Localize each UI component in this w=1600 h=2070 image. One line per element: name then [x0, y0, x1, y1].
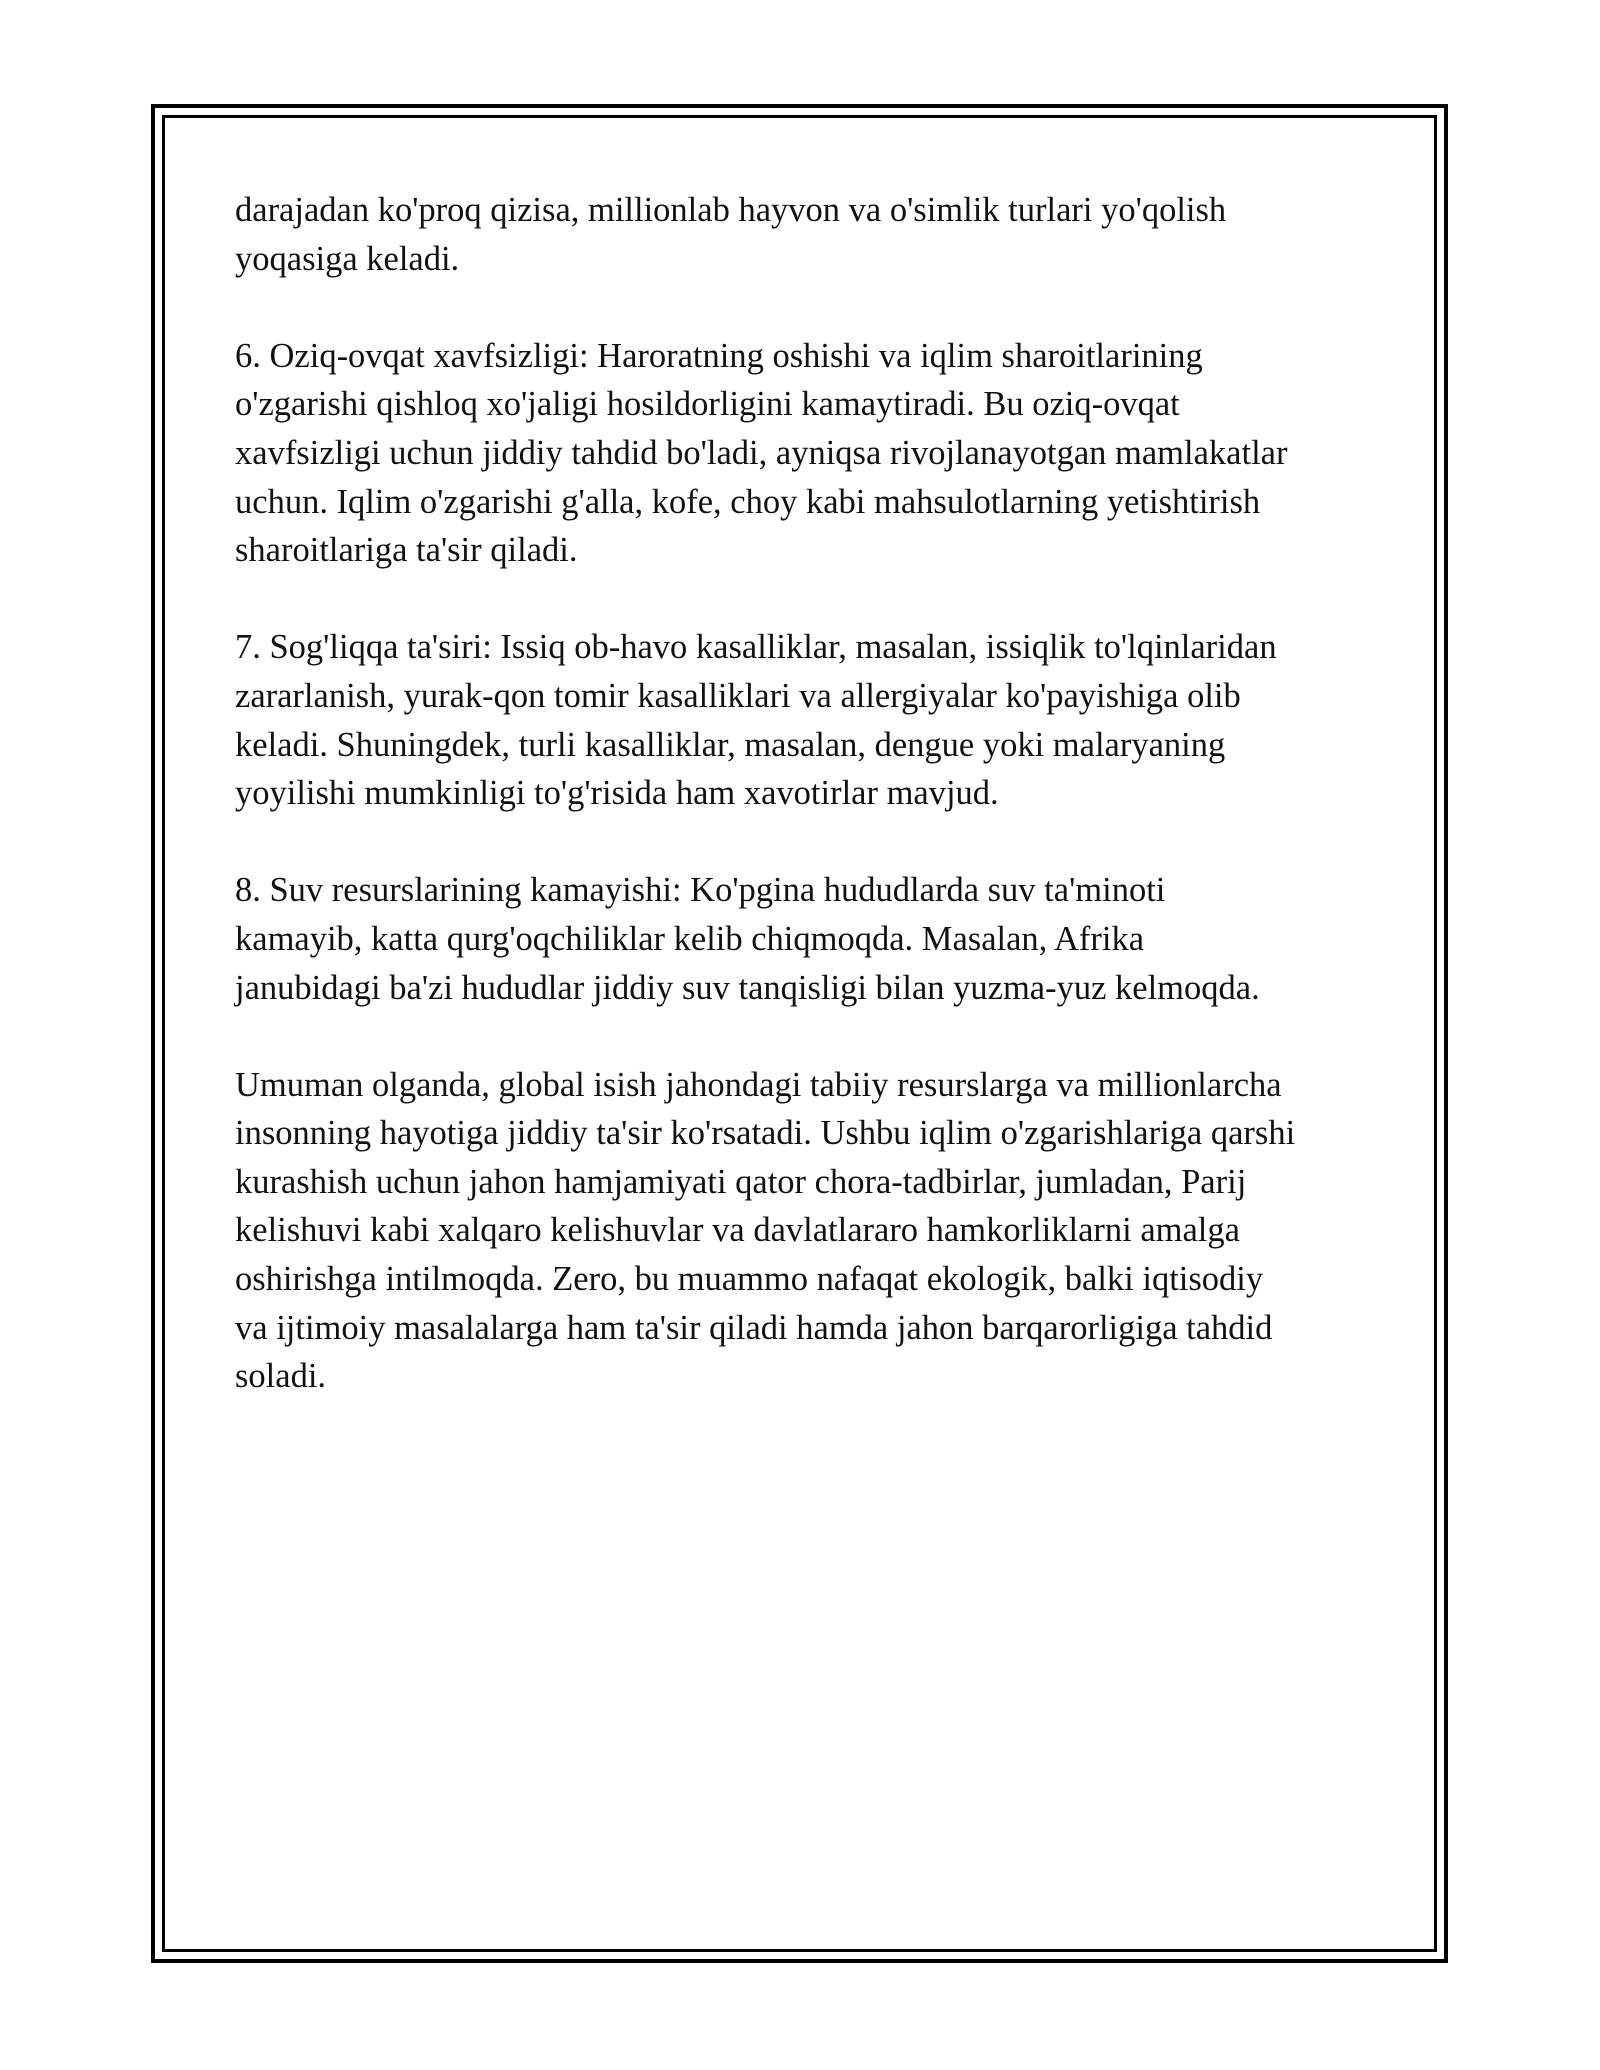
document-body — [235, 186, 1375, 1449]
paragraph-health-impact: 7. Sog'liqqa ta'siri: Issiq ob-havo kasalliklar, masalan, issiqlik to'lqinlaridan zararlanish, yurak-qon tomir kasalliklari va allergiyalar ko'payishiga olib keladi. Shuningdek, turli kasalliklar, masalan, dengue yoki malaryaning yoyilishi mumkinligi to'g'risida ham xavotirlar mavjud. — [235, 628, 1277, 813]
paragraph-water-resources: 8. Suv resurslarining kamayishi: Ko'pgina hududlarda suv ta'minoti kamayib, katta qurg'oqchiliklar kelib chiqmoqda. Masalan, Afrika janubidagi ba'zi hududlar jiddiy suv tanqisligi bilan yuzma-yuz kelmoqda. — [235, 871, 1260, 1007]
paragraph-continuation: darajadan ko'proq qizisa, millionlab hayvon va o'simlik turlari yo'qolish yoqasiga keladi. — [235, 191, 1227, 278]
paragraph-conclusion: Umuman olganda, global isish jahondagi tabiiy resurslarga va millionlarcha insonning hayotiga jiddiy ta'sir ko'rsatadi. Ushbu iqlim o'zgarishlariga qarshi kurashish uchun jahon hamjamiyati qator chora-tadbirlar, jumladan, Parij kelishuvi kabi xalqaro kelishuvlar va davlatlararo hamkorliklarni amalga oshirishga intilmoqda. Zero, bu muammo nafaqat ekologik, balki iqtisodiy va ijtimoiy masalalarga ham ta'sir qiladi hamda jahon barqarorligiga tahdid soladi. — [235, 1065, 1296, 1396]
paragraph-food-security: 6. Oziq-ovqat xavfsizligi: Haroratning oshishi va iqlim sharoitlarining o'zgarishi qishloq xo'jaligi hosildorligini kamaytiradi. Bu oziq-ovqat xavfsizligi uchun jiddiy tahdid bo'ladi, ayniqsa rivojlanayotgan mamlakatlar uchun. Iqlim o'zgarishi g'alla, kofe, choy kabi mahsulotlarning yetishtirish sharoitlariga ta'sir qiladi. — [235, 336, 1288, 570]
